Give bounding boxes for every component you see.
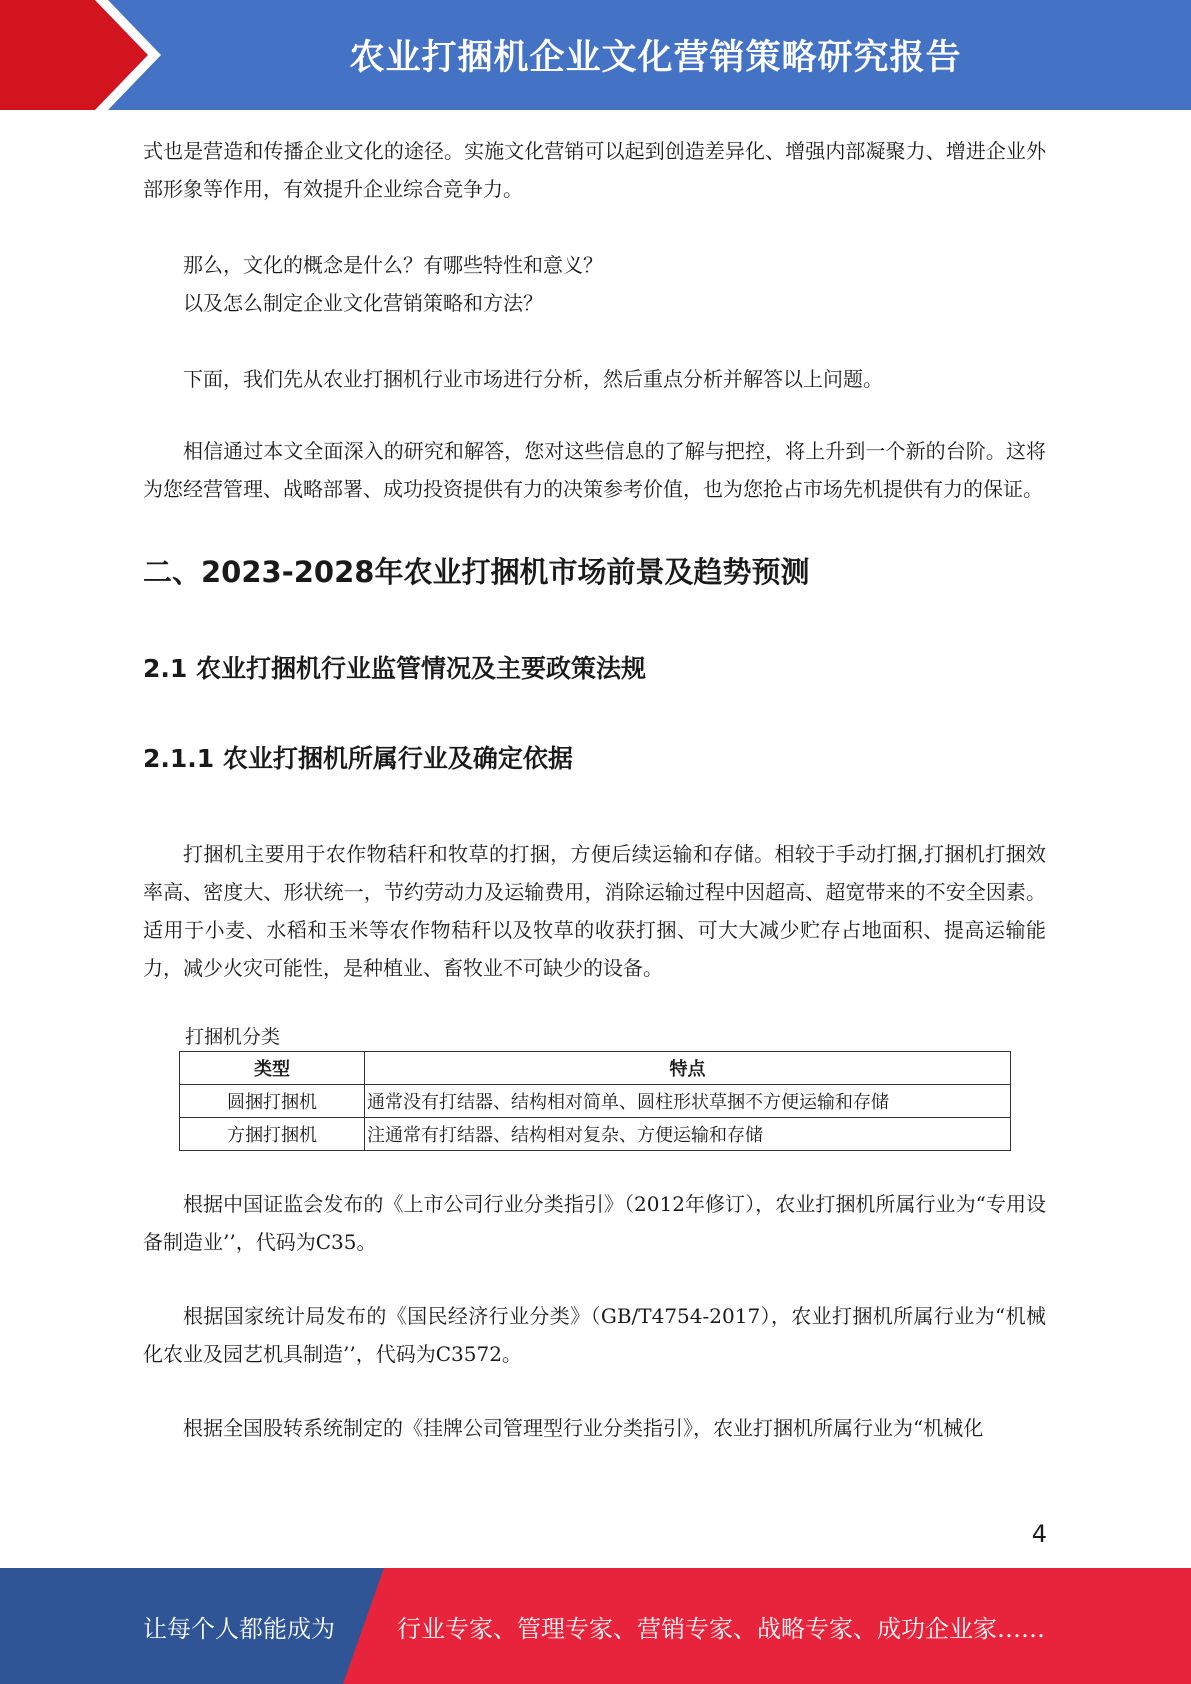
baler-classification-table: [179, 1051, 1011, 1151]
table-row: [180, 1118, 1011, 1151]
document-body: [143, 132, 1046, 1447]
subsubsection-heading: 2.1.1 农业打捆机所属行业及确定依据: [143, 744, 573, 773]
table-header-row: [180, 1052, 1011, 1085]
page-header: [0, 0, 1191, 110]
table-header-type: 类型: [180, 1052, 365, 1085]
table-cell-type: 圆捆打捆机: [180, 1085, 365, 1118]
table-row: [180, 1085, 1011, 1118]
page-footer: [0, 1568, 1191, 1684]
table-header-feature: 特点: [365, 1052, 1011, 1085]
paragraph: 相信通过本文全面深入的研究和解答，您对这些信息的了解与把控，将上升到一个新的台阶。这将为您经营管理、战略部署、成功投资提供有力的决策参考价值，也为您抢占市场先机提供有力的保证。: [143, 439, 1046, 501]
paragraph: 根据国家统计局发布的《国民经济行业分类》（GB/T4754-2017），农业打捆机所属行业为“机械化农业及园艺机具制造’’，代码为C3572。: [143, 1304, 1046, 1366]
subsection-heading: 2.1 农业打捆机行业监管情况及主要政策法规: [143, 654, 646, 683]
table-cell-feature: 注通常有打结器、结构相对复杂、方便运输和存储: [365, 1118, 1011, 1151]
paragraph: 根据全国股转系统制定的《挂牌公司管理型行业分类指引》，农业打捆机所属行业为“机械化: [183, 1416, 984, 1440]
paragraph: 打捆机主要用于农作物秸秆和牧草的打捆，方便后续运输和存储。相较于手动打捆,打捆机打捆效率高、密度大、形状统一，节约劳动力及运输费用，消除运输过程中因超高、超宽带来的不安全因素。适用于小麦、水稻和玉米等农作物秸秆以及牧草的收获打捆、可大大减少贮存占地面积、提高运输能力，减少火灾可能性，是种植业、畜牧业不可缺少的设备。: [143, 842, 1046, 980]
section-heading: 二、2023-2028年农业打捆机市场前景及趋势预测: [143, 555, 810, 589]
paragraph: 那么，文化的概念是什么？有哪些特性和意义？: [183, 253, 603, 277]
paragraph: 式也是营造和传播企业文化的途径。实施文化营销可以起到创造差异化、增强内部凝聚力、增进企业外部形象等作用，有效提升企业综合竞争力。: [143, 139, 1046, 201]
paragraph: 下面，我们先从农业打捆机行业市场进行分析，然后重点分析并解答以上问题。: [183, 367, 883, 391]
page-number: 4: [1031, 1520, 1047, 1548]
table-caption: 打捆机分类: [185, 1026, 281, 1048]
paragraph: 以及怎么制定企业文化营销策略和方法？: [183, 291, 543, 315]
report-title: 农业打捆机企业文化营销策略研究报告: [349, 38, 962, 78]
paragraph: 根据中国证监会发布的《上市公司行业分类指引》（2012年修订），农业打捆机所属行业为“专用设备制造业’’，代码为C35。: [143, 1192, 1046, 1254]
table-cell-type: 方捆打捆机: [180, 1118, 365, 1151]
footer-slogan-left: 让每个人都能成为: [143, 1614, 335, 1643]
footer-slogan-right: 行业专家、管理专家、营销专家、战略专家、成功企业家……: [397, 1614, 1045, 1643]
table-cell-feature: 通常没有打结器、结构相对简单、圆柱形状草捆不方便运输和存储: [365, 1085, 1011, 1118]
